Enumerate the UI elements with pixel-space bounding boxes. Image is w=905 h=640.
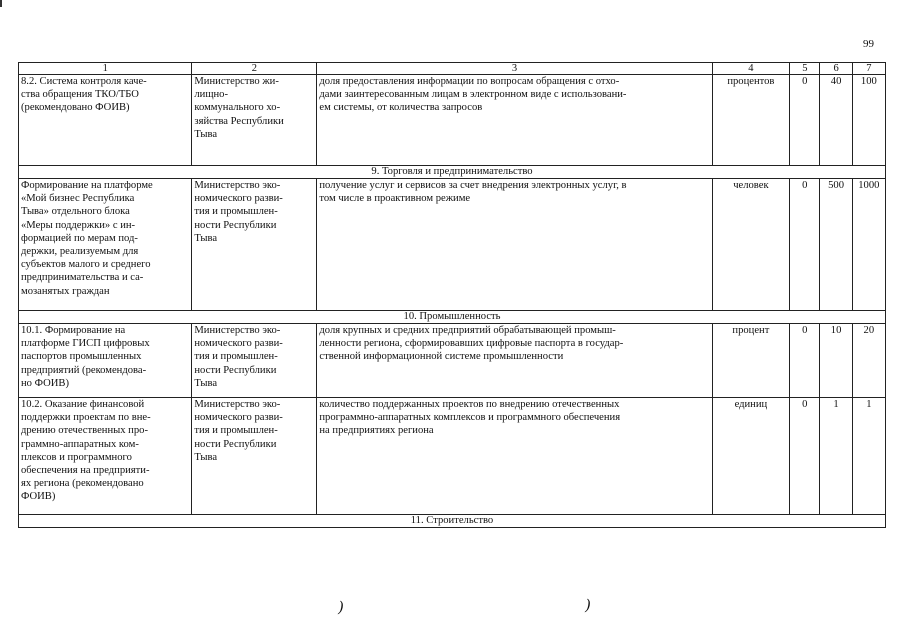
bracket-mark: ) <box>338 598 344 616</box>
value-cell: 10 <box>820 324 852 398</box>
value-cell: 1 <box>820 398 852 515</box>
column-number-cell: 4 <box>712 63 790 75</box>
value-cell: 1000 <box>852 179 885 311</box>
value-cell: 500 <box>820 179 852 311</box>
responsible-cell: Министерство жи- лищно- коммунального хо- зяйства Республики Тыва <box>192 75 317 166</box>
measure-cell: Формирование на платформе «Мой бизнес Республика Тыва» отдельного блока «Меры поддержки» с ин- формацией по мерам под- держки, реализуемым для субъектов малого и среднего предпринимательства и са- мозанятых граждан <box>19 179 192 311</box>
value-cell: 0 <box>790 398 820 515</box>
indicator-cell: доля предоставления информации по вопросам обращения с отхо- дами заинтересованным лицам в электронном виде с использовани- ем системы, от количества запросов <box>317 75 712 166</box>
value-cell: 20 <box>852 324 885 398</box>
table-row <box>19 324 886 398</box>
unit-cell: процент <box>712 324 790 398</box>
indicator-cell: количество поддержанных проектов по внедрению отечественных программно-аппаратных комплексов и программного обеспечения на предприятиях региона <box>317 398 712 515</box>
measure-cell: 10.1. Формирование на платформе ГИСП цифровых паспортов промышленных предприятий (рекомендова- но ФОИВ) <box>19 324 192 398</box>
column-number-cell: 6 <box>820 63 852 75</box>
value-cell: 0 <box>790 75 820 166</box>
responsible-cell: Министерство эко- номического разви- тия и промышлен- ности Республики Тыва <box>192 179 317 311</box>
scan-edge-mark <box>0 0 6 7</box>
section-row <box>19 311 886 324</box>
bracket-mark: ) <box>585 596 591 614</box>
indicator-cell: получение услуг и сервисов за счет внедрения электронных услуг, в том числе в проактивном режиме <box>317 179 712 311</box>
value-cell: 0 <box>790 179 820 311</box>
column-number-cell: 2 <box>192 63 317 75</box>
section-row <box>19 166 886 179</box>
value-cell: 1 <box>852 398 885 515</box>
table-row <box>19 179 886 311</box>
responsible-cell: Министерство эко- номического разви- тия и промышлен- ности Республики Тыва <box>192 398 317 515</box>
value-cell: 100 <box>852 75 885 166</box>
value-cell: 0 <box>790 324 820 398</box>
indicators-table <box>18 62 886 528</box>
measure-cell: 10.2. Оказание финансовой поддержки проектам по вне- дрению отечественных про- граммно-аппаратных ком- плексов и программного обеспечения на предприяти- ях региона (рекомендовано ФОИВ) <box>19 398 192 515</box>
value-cell: 40 <box>820 75 852 166</box>
column-numbers-row <box>19 63 886 75</box>
column-number-cell: 7 <box>852 63 885 75</box>
column-number-cell: 1 <box>19 63 192 75</box>
measure-cell: 8.2. Система контроля каче- ства обращения ТКО/ТБО (рекомендовано ФОИВ) <box>19 75 192 166</box>
column-number-cell: 3 <box>317 63 712 75</box>
section-title: 9. Торговля и предпринимательство <box>19 166 886 179</box>
section-title: 10. Промышленность <box>19 311 886 324</box>
responsible-cell: Министерство эко- номического разви- тия и промышлен- ности Республики Тыва <box>192 324 317 398</box>
table-row <box>19 398 886 515</box>
section-row <box>19 515 886 528</box>
unit-cell: единиц <box>712 398 790 515</box>
unit-cell: человек <box>712 179 790 311</box>
page-number: 99 <box>863 38 874 50</box>
table-row <box>19 75 886 166</box>
unit-cell: процентов <box>712 75 790 166</box>
column-number-cell: 5 <box>790 63 820 75</box>
section-title: 11. Строительство <box>19 515 886 528</box>
indicator-cell: доля крупных и средних предприятий обрабатывающей промыш- ленности региона, сформировавших цифровые паспорта в государ- ственной информационной системе промышленности <box>317 324 712 398</box>
